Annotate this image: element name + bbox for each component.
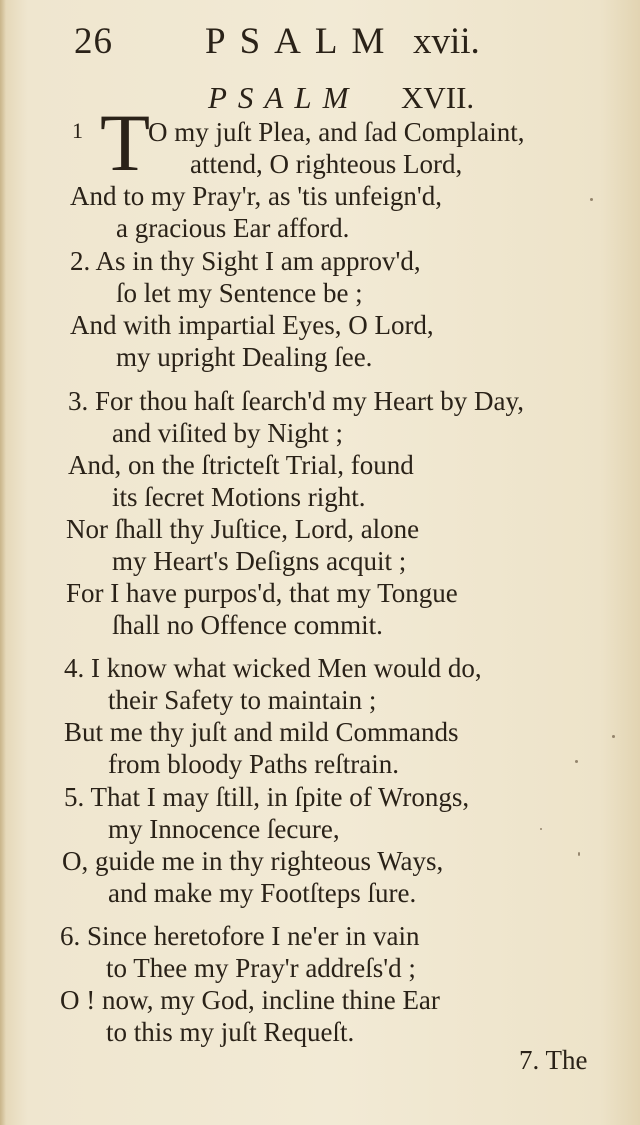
verse-line: a gracious Ear afford.	[116, 213, 350, 243]
paper-speck	[590, 198, 593, 201]
verse-line: my Innocence ſecure,	[108, 814, 340, 844]
verse-line: and make my Footſteps ſure.	[108, 878, 417, 908]
verse-line: 4. I know what wicked Men would do,	[64, 653, 482, 683]
verse-line: attend, O righteous Lord,	[190, 149, 463, 179]
verse-line: their Safety to maintain ;	[108, 685, 377, 715]
verse-line: 3. For thou haſt ſearch'd my Heart by Day,	[68, 386, 524, 416]
verse-line: ſhall no Offence commit.	[112, 610, 383, 640]
verse-line: to this my juſt Requeſt.	[106, 1017, 355, 1047]
verse-1-number: 1	[72, 118, 83, 143]
verse-line: my Heart's Deſigns acquit ;	[112, 546, 407, 576]
verse-line: 2. As in thy Sight I am approv'd,	[70, 246, 421, 276]
running-head-numeral: xvii.	[413, 21, 480, 62]
verse-line: and viſited by Night ;	[112, 418, 343, 448]
paper-speck	[540, 828, 542, 830]
verse-line: 5. That I may ſtill, in ſpite of Wrongs,	[64, 782, 470, 812]
verse-line: And with impartial Eyes, O Lord,	[70, 310, 434, 340]
page-number: 26	[74, 21, 113, 62]
drop-cap: T	[100, 97, 151, 188]
psalm-title-numeral: XVII.	[401, 80, 475, 115]
verse-line: my upright Dealing ſee.	[116, 342, 373, 372]
verse-line: O, guide me in thy righteous Ways,	[62, 846, 444, 876]
verse-line: But me thy juſt and mild Commands	[64, 717, 459, 747]
running-head: PSALM	[205, 21, 399, 62]
paper-speck	[578, 852, 580, 856]
psalm-title: PSALM	[208, 80, 360, 115]
verse-1-first-line: O my juſt Plea, and ſad Complaint,	[148, 117, 525, 147]
verse-line: And, on the ſtricteſt Trial, found	[68, 450, 414, 480]
verse-line: from bloody Paths reſtrain.	[108, 749, 399, 779]
verse-line: Nor ſhall thy Juſtice, Lord, alone	[66, 514, 420, 544]
page-edge-shadow	[0, 0, 6, 1125]
verse-line: to Thee my Pray'r addreſs'd ;	[106, 953, 416, 983]
verse-line: And to my Pray'r, as 'tis unfeign'd,	[70, 181, 442, 211]
verse-line: O ! now, my God, incline thine Ear	[60, 985, 440, 1015]
verse-line: its ſecret Motions right.	[112, 482, 366, 512]
paper-speck	[575, 760, 578, 763]
verse-line: 6. Since heretofore I ne'er in vain	[60, 921, 420, 951]
paper-speck	[612, 735, 615, 738]
catchword: 7. The	[519, 1045, 588, 1075]
verse-line: For I have purpos'd, that my Tongue	[66, 578, 458, 608]
verse-line: ſo let my Sentence be ;	[116, 278, 363, 308]
